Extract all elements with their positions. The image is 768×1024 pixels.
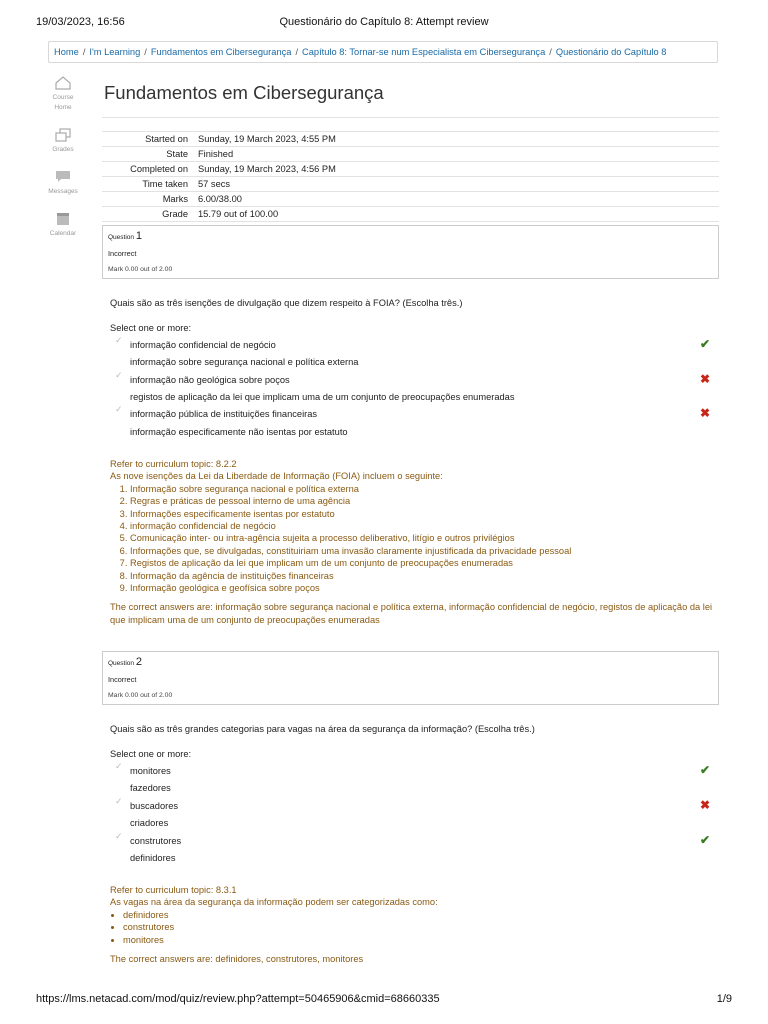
feedback-2: [110, 884, 720, 965]
feedback-intro: As nove isenções da Lei da Liberdade de Informação (FOIA) incluem o seguinte:: [110, 471, 443, 482]
print-title: Questionário do Capítulo 8: Attempt review: [279, 16, 489, 28]
breadcrumb: Home / I'm Learning / Fundamentos em Cibersegurança / Capítulo 8: Tornar-se num Especialista em Cibersegurança / Questionário do Capítulo 8: [48, 41, 718, 63]
messages-icon: [55, 170, 71, 184]
list-item: 4. informação confidencial de negócio: [130, 520, 720, 532]
answer-option[interactable]: ✓ monitores ✔: [115, 761, 710, 777]
home-icon: [55, 76, 71, 90]
breadcrumb-home[interactable]: Home: [54, 47, 79, 57]
incorrect-mark-icon: ✖: [699, 372, 710, 386]
feedback-intro: As vagas na área da segurança da informação podem ser categorizadas como:: [110, 897, 438, 908]
grades-icon: [55, 128, 71, 142]
question-grade: Mark 0.00 out of 2.00: [108, 692, 173, 699]
correct-mark-icon: ✔: [699, 337, 710, 351]
sidebar-item-messages[interactable]: [42, 170, 84, 197]
sidebar-label-messages: Messages: [48, 188, 78, 195]
correct-answers: The correct answers are: definidores, construtores, monitores: [110, 954, 364, 965]
curriculum-topic: Refer to curriculum topic: 8.2.2: [110, 459, 237, 469]
answer-option[interactable]: fazedores: [130, 783, 171, 793]
question-grade: Mark 0.00 out of 2.00: [108, 266, 173, 273]
selected-checkmark-icon: ✓: [115, 335, 123, 345]
page-number: 1/9: [716, 993, 732, 1005]
print-header: [36, 16, 732, 30]
summary-row-state: State Finished: [102, 147, 719, 162]
question-state: Incorrect: [108, 675, 137, 684]
answer-option[interactable]: ✓ informação não geológica sobre poços ✖: [115, 370, 710, 386]
answer-option[interactable]: registos de aplicação da lei que implicam uma de um conjunto de preocupações enumeradas: [130, 392, 515, 402]
answer-option[interactable]: ✓ buscadores ✖: [115, 796, 710, 812]
sidebar-label-course: Course: [52, 94, 74, 101]
summary-row-started: Started on Sunday, 19 March 2023, 4:55 PM: [102, 132, 719, 147]
list-item: 3. Informações especificamente isentas por estatuto: [130, 508, 720, 520]
breadcrumb-course[interactable]: Fundamentos em Cibersegurança: [150, 47, 292, 57]
question-text-1: Quais são as três isenções de divulgação que dizem respeito à FOIA? (Escolha três.): [110, 298, 463, 308]
breadcrumb-im-learning[interactable]: I'm Learning: [89, 47, 141, 57]
list-item: 9. Informação geológica e geofísica sobre poços: [130, 582, 720, 594]
answer-option[interactable]: definidores: [130, 853, 176, 863]
question-state: Incorrect: [108, 249, 137, 258]
sidebar-label-grades: Grades: [52, 146, 74, 153]
summary-row-marks: Marks 6.00/38.00: [102, 192, 719, 207]
answer-option[interactable]: ✓ informação pública de instituições financeiras ✖: [115, 404, 710, 420]
correct-answers: The correct answers are: informação sobre segurança nacional e política externa, informação confidencial de negócio, registos de aplicação da lei que implicam uma de um conjunto de preocupações enumeradas: [110, 602, 713, 625]
answer-prompt-1: Select one or more:: [110, 323, 192, 333]
answer-option[interactable]: informação especificamente não isentas por estatuto: [130, 427, 348, 437]
answer-option[interactable]: ✓ construtores ✔: [115, 831, 710, 847]
correct-mark-icon: ✔: [699, 833, 710, 847]
question-text-2: Quais são as três grandes categorias para vagas na área da segurança da informação? (Escolha três.): [110, 724, 535, 734]
sidebar-item-course-home[interactable]: [42, 76, 84, 113]
question-info-1: Question 1 Incorrect Mark 0.00 out of 2.00: [102, 225, 719, 279]
sidebar-label-calendar: Calendar: [49, 230, 77, 237]
page-title: Fundamentos em Cibersegurança: [104, 82, 384, 103]
sidebar-item-calendar[interactable]: [42, 212, 84, 239]
list-item: 7. Registos de aplicação da lei que implicam um de um conjunto de preocupações enumeradas: [130, 557, 720, 569]
answer-option[interactable]: criadores: [130, 818, 169, 828]
summary-row-completed: Completed on Sunday, 19 March 2023, 4:56 PM: [102, 162, 719, 177]
selected-checkmark-icon: ✓: [115, 761, 123, 771]
question-info-2: Question 2 Incorrect Mark 0.00 out of 2.00: [102, 651, 719, 705]
breadcrumb-quiz[interactable]: Questionário do Capítulo 8: [555, 47, 667, 57]
correct-mark-icon: ✔: [699, 763, 710, 777]
list-item: 2. Regras e práticas de pessoal interno de uma agência: [130, 495, 720, 507]
list-item: • definidores: [123, 909, 720, 921]
feedback-list: [110, 909, 720, 946]
summary-row-grade: Grade 15.79 out of 100.00: [102, 207, 719, 222]
attempt-summary-table: [102, 117, 719, 222]
breadcrumb-chapter[interactable]: Capítulo 8: Tornar-se num Especialista em Cibersegurança: [302, 47, 546, 57]
incorrect-mark-icon: ✖: [699, 798, 710, 812]
calendar-icon: [55, 212, 71, 226]
answer-option[interactable]: informação sobre segurança nacional e política externa: [130, 357, 359, 367]
selected-checkmark-icon: ✓: [115, 796, 123, 806]
list-item: 5. Comunicação inter- ou intra-agência sujeita a processo deliberativo, litígio e outros privilégios: [130, 532, 720, 544]
answer-option[interactable]: ✓ informação confidencial de negócio ✔: [115, 335, 710, 351]
answer-prompt-2: Select one or more:: [110, 749, 192, 759]
incorrect-mark-icon: ✖: [699, 406, 710, 420]
question-number: 1: [135, 230, 142, 242]
feedback-1: [110, 458, 720, 626]
list-item: 6. Informações que, se divulgadas, constituiriam uma invasão claramente injustificada da privacidade pessoal: [130, 545, 720, 557]
list-item: 8. Informação da agência de instituições financeiras: [130, 570, 720, 582]
sidebar-label-home: Home: [54, 104, 72, 111]
list-item: • construtores: [123, 921, 720, 933]
list-item: • monitores: [123, 934, 720, 946]
sidebar: [42, 76, 84, 254]
selected-checkmark-icon: ✓: [115, 370, 123, 380]
feedback-list: [110, 483, 720, 595]
sidebar-item-grades[interactable]: [42, 128, 84, 155]
summary-row-time-taken: Time taken 57 secs: [102, 177, 719, 192]
curriculum-topic: Refer to curriculum topic: 8.3.1: [110, 885, 237, 895]
question-number: 2: [135, 656, 142, 668]
print-date: 19/03/2023, 16:56: [36, 16, 125, 28]
list-item: 1. Informação sobre segurança nacional e política externa: [130, 483, 720, 495]
print-footer: [36, 993, 732, 1005]
selected-checkmark-icon: ✓: [115, 404, 123, 414]
selected-checkmark-icon: ✓: [115, 831, 123, 841]
page-url[interactable]: https://lms.netacad.com/mod/quiz/review.php?attempt=50465906&cmid=68660335: [36, 993, 440, 1005]
